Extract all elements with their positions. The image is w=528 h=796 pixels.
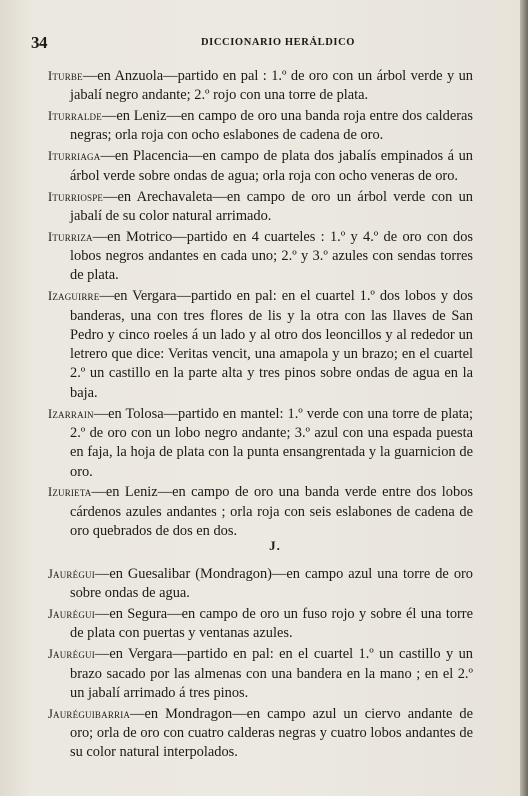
page-number: 34 [31, 33, 47, 52]
entry-text: —en Leniz—en campo de oro una banda verde entre dos lobos cárdenos azules andantes ; orla roja con seis eslabones de cadena de oro quebrados de dos en dos. [70, 484, 473, 539]
entry-surname: Jauréguibarria [48, 706, 131, 721]
entry-surname: Jaurégui [48, 607, 95, 622]
entry-surname: Izaguirre [48, 289, 100, 304]
entry-text: —en Leniz—en campo de oro una banda roja entre dos calderas negras; orla roja con ocho eslabones de cadena de oro. [70, 108, 473, 144]
entry-jauregui-vergara [48, 645, 473, 703]
entry-iturriospe [48, 188, 473, 227]
entry-izurieta [48, 483, 473, 541]
entry-text: —en Anzuola—partido en pal : 1.º de oro con un árbol verde y un jabalí negro andante; 2.º rojo con una torre de plata. [70, 68, 473, 104]
entry-text: —en Guesalibar (Mondragon)—en campo azul una torre de oro sobre ondas de agua. [70, 566, 473, 602]
running-title: DICCIONARIO HERÁLDICO [201, 37, 356, 48]
entry-jauregui-segura [48, 605, 473, 644]
entry-text: —en Mondragon—en campo azul un ciervo andante de oro; orla de oro con cuatro calderas negras y cuatro lobos andantes de su color natural interpolados. [70, 705, 473, 761]
entry-jauregui-guesalibar [48, 565, 473, 604]
entry-text: —en Placencia—en campo de plata dos jabalís empinados á un árbol verde sobre ondas de agua; orla roja con ocho veneras de oro. [70, 148, 473, 184]
entry-surname: Iturralde [48, 109, 102, 124]
section-heading-j [0, 537, 528, 555]
entry-surname: Iturbe [48, 69, 83, 83]
entry-text: —en Arechavaleta—en campo de oro un árbol verde con un jabalí de su color natural arrimado. [70, 188, 473, 224]
entry-surname: Jaurégui [48, 567, 95, 581]
book-spine-shadow [520, 0, 528, 796]
entry-surname: Jaurégui [48, 647, 95, 662]
entry-text: —en Vergara—partido en pal: en el cuartel 1.º dos lobos y dos banderas, una con tres flores de lis y la otra con las llaves de San Pedro y cinco roeles á un lado y al otro dos leoncillos y al rededor un letrero que dice: Veritas vencit, una amapola y un brazo; en el cuartel 2.º un castillo en la parte alta y tres pinos sobre ondas de agua en la baja. [70, 288, 473, 401]
entries-list-i [48, 67, 473, 543]
entry-surname: Iturriospe [48, 189, 104, 204]
entry-iturralde [48, 107, 473, 146]
entry-iturriaga [48, 147, 473, 186]
entry-iturbe [48, 67, 473, 106]
entry-izarrain [48, 405, 473, 482]
entry-surname: Izurieta [48, 485, 92, 500]
entry-izaguirre [48, 287, 473, 403]
entry-surname: Iturriza [48, 229, 93, 244]
page-header [31, 33, 491, 55]
entry-surname: Izarrain [48, 406, 94, 421]
entry-text: —en Motrico—partido en 4 cuarteles : 1.º y 4.º de oro con dos lobos negros andantes en cada uno; 2.º y 3.º azules con sendas torres de plata. [70, 228, 473, 284]
entry-text: —en Vergara—partido en pal: en el cuartel 1.º un castillo y un brazo sacado por las almenas con una bandera en la mano ; en el 2.º un jabalí arrimado á tres pinos. [70, 646, 473, 701]
entry-surname: Iturriaga [48, 149, 101, 164]
entry-jaureguibarria [48, 705, 473, 763]
entry-text: —en Segura—en campo de oro un fuso rojo y sobre él una torre de plata con puertas y ventanas azules. [70, 606, 473, 642]
entry-iturriza [48, 228, 473, 286]
entries-list-j [48, 565, 473, 764]
entry-text: —en Tolosa—partido en mantel: 1.º verde con una torre de plata; 2.º de oro con un lobo negro andante; 3.º azul con una espada puesta en faja, la hoja de plata con la punta ensangrentada y la guarnicion de oro. [70, 405, 473, 480]
section-letter: J. [269, 538, 281, 553]
